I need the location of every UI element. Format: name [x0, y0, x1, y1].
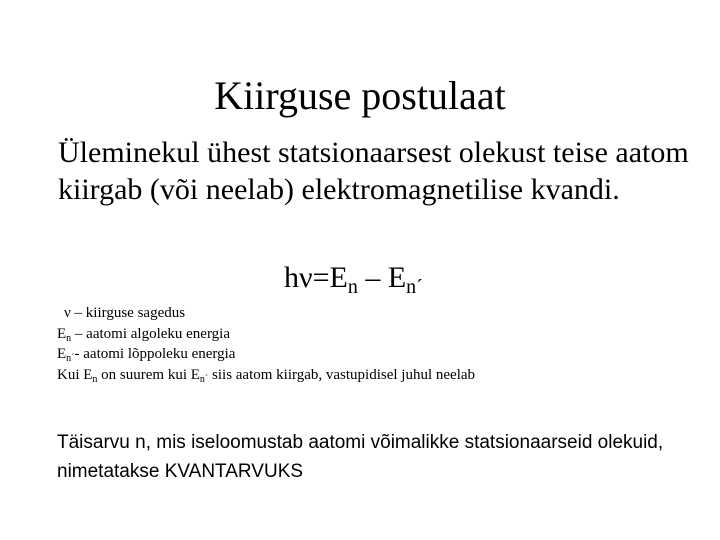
definition-en-prime-sub: n´: [66, 353, 75, 364]
emission-rule-sub-n-prime: n´: [199, 373, 209, 385]
definition-en-symbol: E: [57, 325, 67, 342]
formula-minus: – E: [357, 261, 407, 294]
definition-nu: [57, 303, 697, 324]
emission-rule-sub-n: n: [92, 373, 98, 385]
emission-rule: [57, 365, 697, 386]
definition-en-prime: [57, 344, 697, 365]
definition-en-prime-text: - aatomi lõppoleku energia: [74, 346, 236, 362]
emission-rule-mid: on suurem kui E: [97, 366, 200, 383]
definition-en-prime-symbol: E: [57, 346, 67, 362]
conclusion-paragraph: Täisarvu n, mis iseloomustab aatomi võimalikke statsionaarseid olekuid, nimetatakse KVANTARVUKS: [57, 432, 664, 482]
definition-en: [57, 324, 697, 345]
formula-sub-n: n: [347, 276, 358, 298]
energy-formula: [284, 258, 423, 298]
definition-en-sub: n: [66, 332, 72, 344]
definition-nu-text: ν – kiirguse sagedus: [64, 305, 186, 321]
emission-rule-start: Kui E: [57, 366, 93, 383]
intro-paragraph: Üleminekul ühest statsionaarsest olekust teise aatom kiirgab (või neelab) elektromagnetilise kvandi.: [58, 136, 689, 206]
formula-lhs: hν=E: [284, 261, 348, 294]
definitions-block: [57, 303, 697, 385]
formula-sub-n-prime: n´: [406, 276, 423, 298]
definition-en-text: – aatomi algoleku energia: [71, 325, 231, 342]
emission-rule-end: siis aatom kiirgab, vastupidisel juhul neelab: [208, 366, 476, 383]
slide-title: Kiirguse postulaat: [214, 73, 506, 118]
